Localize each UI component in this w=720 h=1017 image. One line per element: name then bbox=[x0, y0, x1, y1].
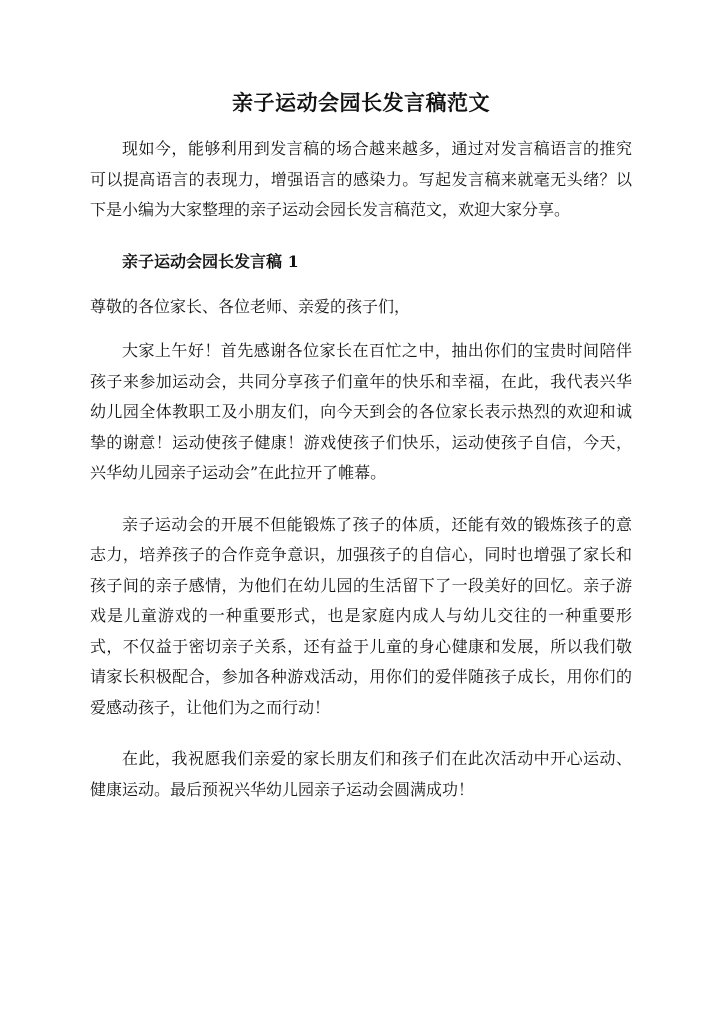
body-paragraph-1: 大家上午好！首先感谢各位家长在百忙之中，抽出你们的宝贵时间陪伴孩子来参加运动会，共同分享孩子们童年的快乐和幸福，在此，我代表兴华幼儿园全体教职工及小朋友们，向今天到会的各位家长表示热烈的欢迎和诚挚的谢意！运动使孩子健康！游戏使孩子们快乐，运动使孩子自信，今天，兴华幼儿园亲子运动会”在此拉开了帷幕。 bbox=[90, 341, 632, 482]
document-title: 亲子运动会园长发言稿范文 bbox=[232, 90, 490, 115]
greeting-line: 尊敬的各位家长、各位老师、亲爱的孩子们， bbox=[90, 296, 411, 316]
body-paragraph-3: 在此，我祝愿我们亲爱的家长朋友们和孩子们在此次活动中开心运动、健康运动。最后预祝兴华幼儿园亲子运动会圆满成功！ bbox=[90, 749, 632, 799]
section-heading: 亲子运动会园长发言稿 1 bbox=[122, 251, 299, 271]
intro-paragraph: 现如今，能够利用到发言稿的场合越来越多，通过对发言稿语言的推究可以提高语言的表现力，增强语言的感染力。写起发言稿来就毫无头绪？以下是小编为大家整理的亲子运动会园长发言稿范文，欢迎大家分享。 bbox=[90, 139, 632, 219]
body-paragraph-2: 亲子运动会的开展不但能锻炼了孩子的体质，还能有效的锻炼孩子的意志力，培养孩子的合作竞争意识，加强孩子的自信心，同时也增强了家长和孩子间的亲子感情，为他们在幼儿园的生活留下了一段美好的回忆。亲子游戏是儿童游戏的一种重要形式，也是家庭内成人与幼儿交往的一种重要形式，不仅益于密切亲子关系，还有益于儿童的身心健康和发展，所以我们敬请家长积极配合，参加各种游戏活动，用你们的爱伴随孩子成长，用你们的爱感动孩子，让他们为之而行动！ bbox=[90, 514, 632, 717]
